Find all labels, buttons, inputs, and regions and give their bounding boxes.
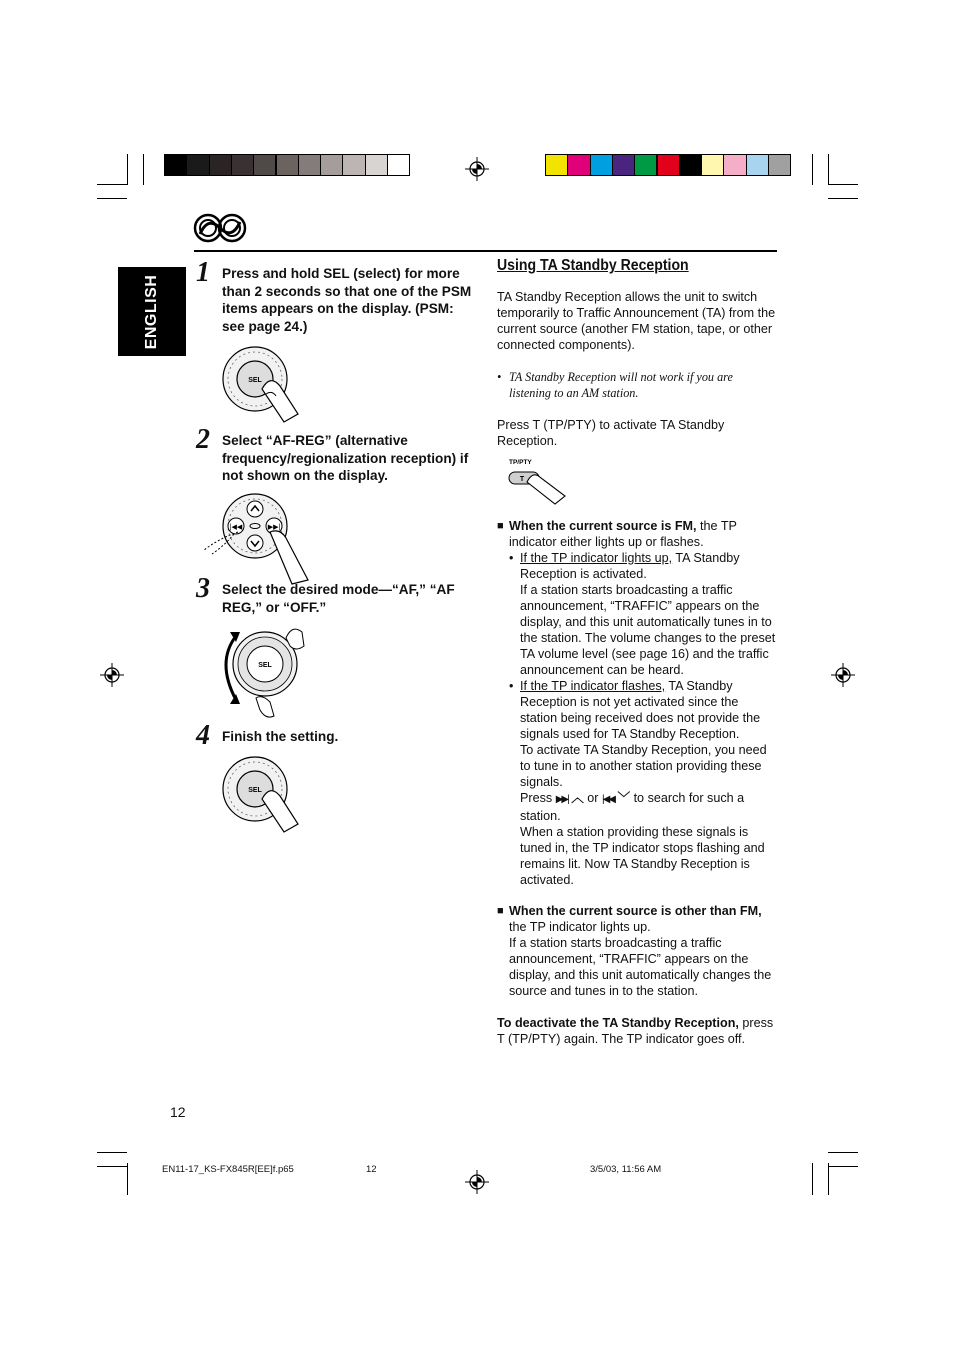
color-swatch (723, 154, 746, 176)
deactivate-rest: press T (TP/PTY) again. The TP indicator goes off. (497, 1016, 774, 1046)
color-swatch (320, 154, 343, 176)
language-tab-label: ENGLISH (143, 274, 160, 349)
color-swatch (567, 154, 590, 176)
crop-mark (828, 154, 829, 185)
footer-page: 12 (366, 1164, 377, 1175)
case2-detail: To activate TA Standby Reception, you need to tune in to another station providing these signals. (520, 743, 767, 789)
color-swatch (342, 154, 365, 176)
sel-knob-rotate-illustration (222, 624, 314, 720)
crop-mark (143, 154, 144, 185)
crop-mark (97, 184, 127, 185)
section-heading: Using TA Standby Reception (497, 257, 689, 274)
color-swatch (253, 154, 276, 176)
case1-title: If the TP indicator lights up, (520, 551, 673, 565)
color-swatch (679, 154, 702, 176)
step-text: Finish the setting. (222, 729, 339, 744)
case1-detail: If a station starts broadcasting a traffic announcement, “TRAFFIC” appears on the display, and this unit automatically tunes in to the station. The volume changes to the preset TA volume level (see page 16) and the traffic announcement can be heard. (520, 583, 776, 677)
color-swatch (276, 154, 299, 176)
sel-knob-press-illustration (222, 344, 312, 424)
sel-label: SEL (248, 377, 262, 384)
color-swatch (768, 154, 791, 176)
color-swatch (298, 154, 321, 176)
other-source-block: ■ When the current source is other than FM, the TP indicator lights up. If a station starts broadcasting a traffic announcement, “TRAFFIC” appears on the display, and this unit automatically changes the source and tunes in to the station. (497, 903, 779, 999)
color-swatch (387, 154, 410, 176)
other-rest: the TP indicator lights up. (509, 920, 651, 934)
note: • TA Standby Reception will not work if you are listening to an AM station. (497, 370, 733, 400)
footer-file: EN11-17_KS-FX845R[EE]f.p65 (162, 1164, 294, 1175)
intro-paragraph: TA Standby Reception allows the unit to switch temporarily to Traffic Announcement (TA) from the current source (another FM station, tape, or other connected components). (497, 290, 776, 352)
svg-text:▶▶|: ▶▶| (267, 524, 281, 531)
color-swatch (365, 154, 388, 176)
crop-mark (127, 1163, 128, 1195)
color-swatch (545, 154, 568, 176)
step-number: 4 (196, 720, 210, 751)
color-swatch (657, 154, 680, 176)
case2-rest: TA Standby Reception is not yet activated since the station being received does not provide the signals used for TA Standby Reception. (520, 679, 761, 741)
svg-text:SEL: SEL (248, 787, 262, 794)
search-instruction: Press ▶▶| ︿ or |◀◀ ﹀ to search for such a station. (520, 791, 745, 823)
other-detail: If a station starts broadcasting a traffic announcement, “TRAFFIC” appears on the display, and this unit automatically changes the source and tunes in to the station. (509, 936, 772, 998)
footer-timestamp: 3/5/03, 11:56 AM (590, 1164, 662, 1175)
color-swatch (209, 154, 232, 176)
note-text: TA Standby Reception will not work if you are listening to an AM station. (509, 370, 733, 400)
crop-mark (97, 198, 127, 199)
svg-text:SEL: SEL (258, 662, 272, 669)
case1-rest: TA Standby Reception is activated. (520, 551, 740, 581)
svg-text:|◀◀: |◀◀ (229, 524, 243, 531)
arrow-keys-press-illustration (200, 494, 312, 584)
registration-target-icon (831, 663, 855, 687)
crop-mark (828, 184, 858, 185)
crop-mark (828, 198, 858, 199)
step-text: Select the desired mode—“AF,” “AF REG,” or “OFF.” (222, 582, 455, 615)
rds-logo-icon (194, 210, 246, 246)
color-swatch (590, 154, 613, 176)
crop-mark (812, 154, 813, 185)
crop-mark (828, 1152, 858, 1153)
prev-track-icon: |◀◀ (601, 794, 614, 805)
crop-mark (97, 1152, 127, 1153)
color-swatch (634, 154, 657, 176)
crop-mark (812, 1163, 813, 1195)
page-number: 12 (170, 1104, 186, 1120)
svg-text:T: T (519, 476, 525, 483)
crop-mark (828, 1163, 829, 1195)
registration-target-icon (465, 1170, 489, 1194)
section-rule (194, 250, 777, 252)
tp-pty-button-illustration (505, 456, 567, 506)
step-text: Press and hold SEL (select) for more than 2 seconds so that one of the PSM items appears on the display. (PSM: see page 24.) (222, 266, 472, 334)
crop-mark (828, 1166, 858, 1167)
sel-knob-press-illustration (222, 756, 312, 836)
deactivate-block (497, 1015, 779, 1047)
fm-block: ■ When the current source is FM, the TP indicator either lights up or flashes. • If the TP indicator lights up, TA Standby Reception is activated. If a station starts broadcasting a traffic announcement, “TRAFFIC” appears on the display, and this unit automatically tunes in to the station. The volume changes to the preset TA volume level (see page 16) and the traffic announcement can be heard. • If the TP indicator flashes, TA Standby Reception is not yet activated since the station being received does not provide the signals used for TA Standby Reception. To activate TA Standby Reception, you need to tune in to another station providing these signals. Press ▶▶| ︿ or |◀◀ ﹀ to search for such a station. When a station providing these signals is tuned in, the TP indicator stops flashing and remains lit. Now TA Standby Reception is activated. (497, 518, 779, 888)
case2-end: When a station providing these signals is tuned in, the TP indicator stops flashing and remains lit. Now TA Standby Reception is activated. (520, 825, 765, 887)
crop-mark (127, 154, 128, 185)
up-chevron-icon: ︿ (571, 791, 584, 805)
step-number: 3 (196, 573, 210, 604)
next-track-icon: ▶▶| (555, 794, 568, 805)
color-swatch (746, 154, 769, 176)
case2-title: If the TP indicator flashes, (520, 679, 666, 693)
fm-lead: When the current source is FM, (509, 519, 697, 533)
crop-mark (97, 1166, 127, 1167)
tp-pty-label: TP/PTY (509, 459, 532, 466)
color-swatch (612, 154, 635, 176)
deactivate-lead: To deactivate the TA Standby Reception, (497, 1016, 739, 1030)
step-text: Select “AF-REG” (alternative frequency/regionalization reception) if not shown on the display. (222, 433, 469, 484)
registration-target-icon (465, 157, 489, 181)
down-chevron-icon: ﹀ (617, 791, 631, 805)
registration-target-icon (100, 663, 124, 687)
color-swatch (186, 154, 209, 176)
color-swatch (164, 154, 187, 176)
fm-rest: the TP indicator either lights up or flashes. (509, 519, 737, 549)
step-number: 2 (196, 424, 210, 455)
color-swatch (231, 154, 254, 176)
step-number: 1 (196, 257, 210, 288)
color-swatch (701, 154, 724, 176)
other-lead: When the current source is other than FM, (509, 904, 762, 918)
press-instruction: Press T (TP/PTY) to activate TA Standby Reception. (497, 418, 725, 448)
language-tab (118, 267, 186, 356)
